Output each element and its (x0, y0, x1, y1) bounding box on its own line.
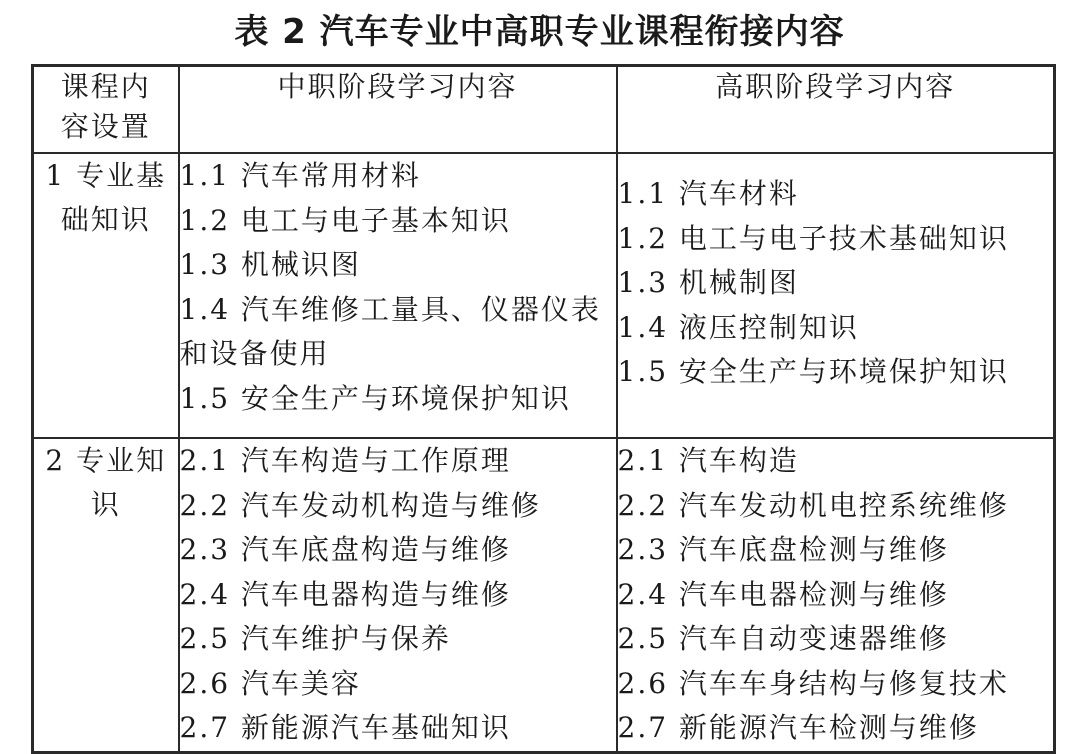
list-item: 2.4 汽车电器检测与维修 (617, 577, 949, 611)
list-item: 2.4 汽车电器构造与维修 (179, 577, 511, 611)
list-item: 2.2 汽车发动机电控系统维修 (617, 488, 1009, 522)
table-row (33, 153, 1055, 438)
list-item: 2.2 汽车发动机构造与维修 (179, 488, 541, 522)
list-item: 1.1 汽车材料 (617, 177, 799, 210)
header-course-content: 课程内容设置 (33, 66, 179, 154)
category-cell: 1 专业基础知识 (33, 153, 179, 438)
list-item: 1.4 汽车维修工量具、仪器仪表和设备使用 (179, 292, 601, 370)
higher-items-cell (617, 438, 1055, 752)
list-item: 2.5 汽车自动变速器维修 (617, 622, 949, 655)
secondary-items-cell (179, 153, 617, 438)
list-item: 2.5 汽车维护与保养 (179, 622, 451, 655)
list-item: 2.7 新能源汽车检测与维修 (617, 711, 979, 744)
table-caption: 表 2 汽车专业中高职专业课程衔接内容 (234, 12, 845, 52)
list-item: 1.5 安全生产与环境保护知识 (617, 355, 1009, 388)
course-content-table (31, 64, 1056, 754)
list-item: 1.3 机械制图 (617, 266, 799, 299)
list-item: 2.6 汽车车身结构与修复技术 (617, 666, 1009, 700)
header-higher-stage: 高职阶段学习内容 (617, 66, 1055, 154)
list-item: 1.1 汽车常用材料 (179, 159, 421, 192)
list-item: 2.7 新能源汽车基础知识 (179, 711, 511, 744)
list-item: 1.2 电工与电子基本知识 (179, 203, 511, 237)
list-item: 1.5 安全生产与环境保护知识 (179, 381, 571, 415)
table-header-row (33, 66, 1055, 154)
list-item: 2.1 汽车构造与工作原理 (179, 444, 511, 477)
list-item: 2.1 汽车构造 (617, 444, 799, 477)
table-row (33, 438, 1055, 752)
list-item: 1.3 机械识图 (179, 248, 361, 281)
secondary-items-cell (179, 438, 617, 752)
category-cell: 2 专业知识 (33, 438, 179, 752)
list-item: 2.3 汽车底盘构造与维修 (179, 533, 511, 566)
list-item: 2.6 汽车美容 (179, 666, 361, 700)
list-item: 1.4 液压控制知识 (617, 310, 859, 344)
higher-items-cell (617, 153, 1055, 438)
header-secondary-stage: 中职阶段学习内容 (179, 66, 617, 154)
list-item: 1.2 电工与电子技术基础知识 (617, 221, 1009, 255)
list-item: 2.3 汽车底盘检测与维修 (617, 533, 949, 566)
